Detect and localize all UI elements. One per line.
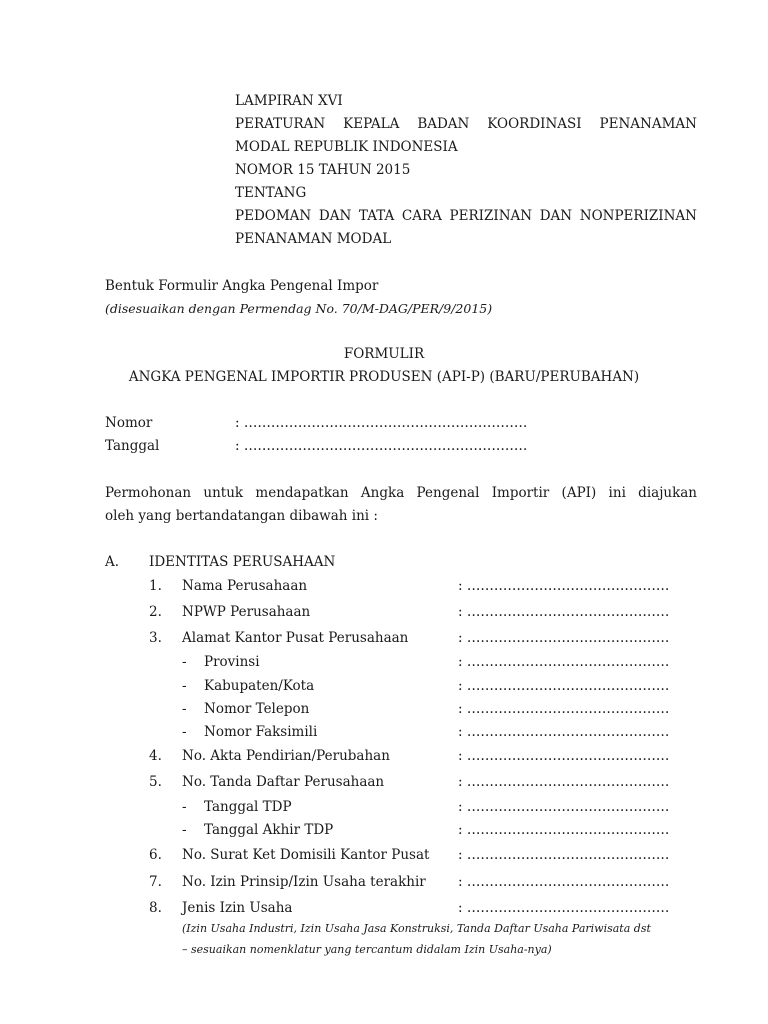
item-number: 8. <box>149 900 162 916</box>
item-number: 3. <box>149 630 162 646</box>
item-number: 2. <box>149 604 162 620</box>
item-bullet: - <box>182 654 187 670</box>
field-npwp[interactable]: : ……………………………………… <box>458 604 670 620</box>
item-label-izin-prinsip: No. Izin Prinsip/Izin Usaha terakhir <box>182 874 426 890</box>
peraturan-line-2: MODAL REPUBLIK INDONESIA <box>235 139 458 155</box>
jenis-izin-note-line-1: (Izin Usaha Industri, Izin Usaha Jasa Konstruksi, Tanda Daftar Usaha Pariwisata dst <box>182 922 651 935</box>
item-number: 6. <box>149 847 162 863</box>
request-line-2: oleh yang bertandatangan dibawah ini : <box>105 508 378 524</box>
field-nama-perusahaan[interactable]: : ……………………………………… <box>458 578 670 594</box>
item-number: 1. <box>149 578 162 594</box>
item-label-nomor-faksimili: Nomor Faksimili <box>204 724 318 740</box>
item-bullet: - <box>182 678 187 694</box>
field-akta-pendirian[interactable]: : ……………………………………… <box>458 748 670 764</box>
field-izin-prinsip[interactable]: : ……………………………………… <box>458 874 670 890</box>
nomor-field[interactable]: : ……………………………………………………… <box>235 415 528 431</box>
field-tanggal-tdp[interactable]: : ……………………………………… <box>458 799 670 815</box>
section-a-letter: A. <box>105 554 120 570</box>
item-number: 7. <box>149 874 162 890</box>
tanggal-field[interactable]: : ……………………………………………………… <box>235 438 528 454</box>
form-title: FORMULIR <box>343 346 425 362</box>
pedoman-line-1: PEDOMAN DAN TATA CARA PERIZINAN DAN NONPERIZINAN <box>235 208 697 224</box>
item-label-alamat-kantor: Alamat Kantor Pusat Perusahaan <box>182 630 409 646</box>
peraturan-line-1: PERATURAN KEPALA BADAN KOORDINASI PENANAMAN <box>235 116 697 132</box>
pedoman-line-2: PENANAMAN MODAL <box>235 231 392 247</box>
field-jenis-izin-usaha[interactable]: : ……………………………………… <box>458 900 670 916</box>
field-tanda-daftar[interactable]: : ……………………………………… <box>458 774 670 790</box>
item-number: 4. <box>149 748 162 764</box>
field-nomor-telepon[interactable]: : ……………………………………… <box>458 701 670 717</box>
nomor-label: Nomor <box>105 415 153 431</box>
tanggal-label: Tanggal <box>105 438 160 454</box>
nomor-line: NOMOR 15 TAHUN 2015 <box>235 162 411 178</box>
item-label-jenis-izin-usaha: Jenis Izin Usaha <box>182 900 293 916</box>
field-provinsi[interactable]: : ……………………………………… <box>458 654 670 670</box>
item-label-tanggal-akhir-tdp: Tanggal Akhir TDP <box>204 822 334 838</box>
item-bullet: - <box>182 822 187 838</box>
item-label-akta-pendirian: No. Akta Pendirian/Perubahan <box>182 748 390 764</box>
field-domisili[interactable]: : ……………………………………… <box>458 847 670 863</box>
item-bullet: - <box>182 799 187 815</box>
lampiran-label: LAMPIRAN XVI <box>235 93 343 109</box>
item-bullet: - <box>182 701 187 717</box>
field-alamat-kantor[interactable]: : ……………………………………… <box>458 630 670 646</box>
item-label-tanda-daftar: No. Tanda Daftar Perusahaan <box>182 774 385 790</box>
section-a-title: IDENTITAS PERUSAHAAN <box>149 554 336 570</box>
request-line-1: Permohonan untuk mendapatkan Angka Pengenal Importir (API) ini diajukan <box>105 485 697 501</box>
item-label-npwp: NPWP Perusahaan <box>182 604 311 620</box>
field-kabupaten-kota[interactable]: : ……………………………………… <box>458 678 670 694</box>
item-label-nama-perusahaan: Nama Perusahaan <box>182 578 308 594</box>
item-label-tanggal-tdp: Tanggal TDP <box>204 799 292 815</box>
item-number: 5. <box>149 774 162 790</box>
item-bullet: - <box>182 724 187 740</box>
field-tanggal-akhir-tdp[interactable]: : ……………………………………… <box>458 822 670 838</box>
item-label-kabupaten-kota: Kabupaten/Kota <box>204 678 315 694</box>
field-nomor-faksimili[interactable]: : ……………………………………… <box>458 724 670 740</box>
jenis-izin-note-line-2: – sesuaikan nomenklatur yang tercantum didalam Izin Usaha-nya) <box>182 943 552 956</box>
item-label-domisili: No. Surat Ket Domisili Kantor Pusat <box>182 847 430 863</box>
intro-title: Bentuk Formulir Angka Pengenal Impor <box>105 278 379 294</box>
tentang-line: TENTANG <box>235 185 307 201</box>
form-subtitle: ANGKA PENGENAL IMPORTIR PRODUSEN (API-P) (BARU/PERUBAHAN) <box>128 369 640 385</box>
intro-note: (disesuaikan dengan Permendag No. 70/M-DAG/PER/9/2015) <box>105 301 493 316</box>
item-label-provinsi: Provinsi <box>204 654 260 670</box>
item-label-nomor-telepon: Nomor Telepon <box>204 701 310 717</box>
